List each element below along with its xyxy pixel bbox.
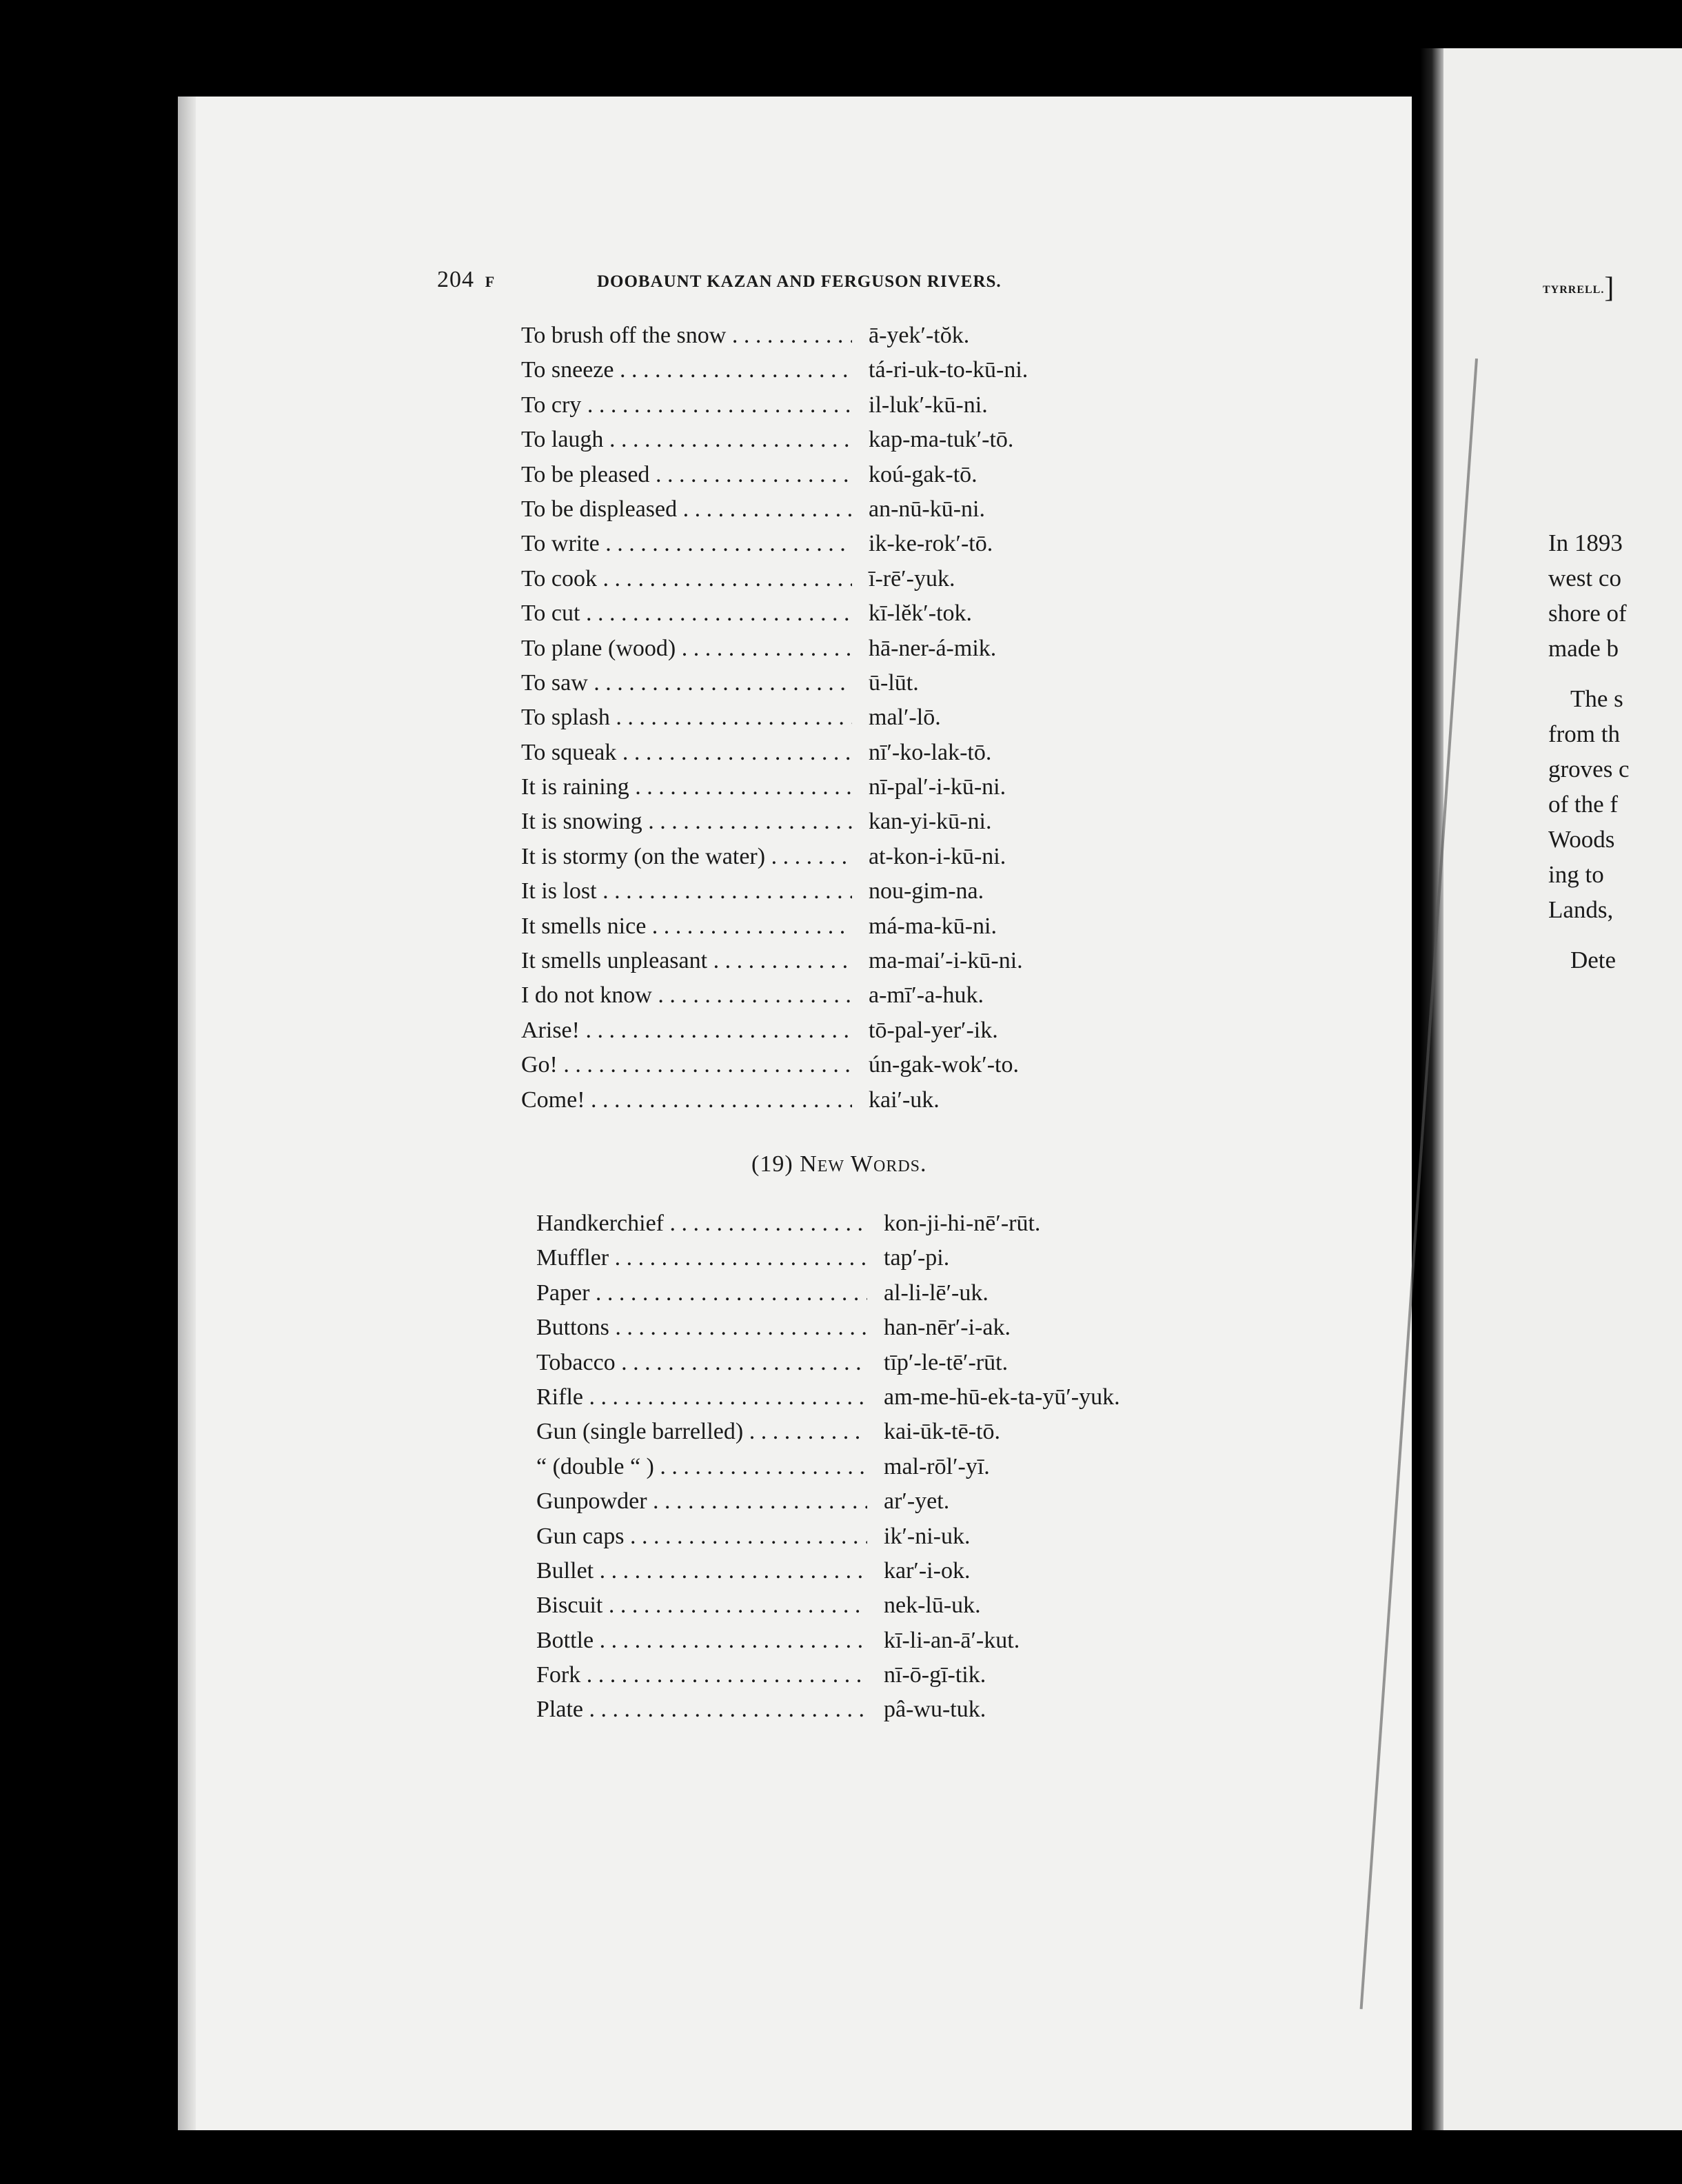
vocab-entry <box>536 1588 1198 1623</box>
vocab-entry <box>536 1484 1198 1519</box>
text-line: Woods <box>1548 826 1615 853</box>
vocab-entry <box>536 1276 1198 1311</box>
inuit-gloss: ū-lūt. <box>866 666 919 700</box>
vocab-entry <box>521 770 1183 805</box>
english-term: To cook . . . <box>521 562 852 596</box>
text-line: of the f <box>1548 791 1619 818</box>
vocab-entry <box>521 458 1183 492</box>
english-term: Muffler . . . <box>536 1241 867 1275</box>
vocab-entry <box>536 1450 1198 1484</box>
inuit-gloss: kon-ji-hi-nē′-rūt. <box>881 1206 1040 1241</box>
inuit-gloss: nek-lū-uk. <box>881 1588 981 1623</box>
vocab-entry <box>536 1380 1198 1415</box>
vocab-entry <box>521 700 1183 735</box>
english-term: Bullet . . . <box>536 1554 867 1588</box>
running-head <box>437 267 1078 293</box>
english-term: Paper . . . <box>536 1276 867 1311</box>
english-term: Fork . . . <box>536 1658 867 1692</box>
inuit-gloss: il-luk′-kū-ni. <box>866 388 988 423</box>
inuit-gloss: kī-lĕk′-tok. <box>866 596 972 631</box>
inuit-gloss: ma-mai′-i-kū-ni. <box>866 944 1023 978</box>
inuit-gloss: tá-ri-uk-to-kū-ni. <box>866 353 1028 387</box>
new-words-list <box>536 1206 1198 1728</box>
inuit-gloss: kī-li-an-ā′-kut. <box>881 1624 1020 1658</box>
english-term: Come! . . . <box>521 1083 852 1118</box>
vocab-entry <box>521 978 1183 1013</box>
inuit-gloss: am-me-hū-ek-ta-yū′-yuk. <box>881 1380 1120 1415</box>
english-term: It is snowing . . . <box>521 805 852 839</box>
bracket: ] <box>1604 272 1615 304</box>
vocab-entry <box>536 1206 1198 1241</box>
inuit-gloss: pâ-wu-tuk. <box>881 1692 986 1727</box>
vocab-entry <box>521 631 1183 666</box>
vocab-entry <box>521 423 1183 457</box>
inuit-gloss: ik-ke-rok′-tō. <box>866 527 993 561</box>
english-term: Arise! . . . <box>521 1013 852 1048</box>
english-term: To plane (wood) . . . <box>521 631 852 666</box>
running-title: DOOBAUNT KAZAN AND FERGUSON RIVERS. <box>596 272 1002 291</box>
text-line: Lands, <box>1548 896 1614 923</box>
english-term: I do not know . . . <box>521 978 852 1013</box>
english-term: To be pleased . . . <box>521 458 852 492</box>
author-name: TYRRELL. <box>1543 284 1605 296</box>
english-term: To be displeased . . . <box>521 492 852 527</box>
vocab-entry <box>536 1519 1198 1554</box>
inuit-gloss: kap-ma-tuk′-tō. <box>866 423 1013 457</box>
inuit-gloss: ik′-ni-uk. <box>881 1519 970 1554</box>
page-edge-shadow <box>178 97 196 2130</box>
english-term: Go! . . . <box>521 1048 852 1082</box>
english-term: It is lost . . . <box>521 874 852 909</box>
vocab-entry <box>521 736 1183 770</box>
english-term: To laugh . . . <box>521 423 852 457</box>
page-number: 204 <box>437 267 474 292</box>
vocab-entry <box>536 1658 1198 1692</box>
inuit-gloss: mal-rōl′-yī. <box>881 1450 990 1484</box>
vocab-entry <box>536 1554 1198 1588</box>
section-heading <box>751 1151 927 1177</box>
inuit-gloss: ún-gak-wok′-to. <box>866 1048 1019 1082</box>
inuit-gloss: nī-pal′-i-kū-ni. <box>866 770 1006 805</box>
english-term: To sneeze . . . <box>521 353 852 387</box>
vocab-entry <box>521 1048 1183 1082</box>
english-term: To cry . . . <box>521 388 852 423</box>
english-term: To saw . . . <box>521 666 852 700</box>
english-term: Gun caps . . . <box>536 1519 867 1554</box>
english-term: To squeak . . . <box>521 736 852 770</box>
english-term: Tobacco . . . <box>536 1346 867 1380</box>
inuit-gloss: nou-gim-na. <box>866 874 984 909</box>
inuit-gloss: tap′-pi. <box>881 1241 949 1275</box>
text-line: from th <box>1548 720 1621 747</box>
inuit-gloss: ī-rē′-yuk. <box>866 562 955 596</box>
right-page <box>1420 48 1682 2130</box>
vocab-entry <box>536 1311 1198 1345</box>
english-term: Rifle . . . <box>536 1380 867 1415</box>
inuit-gloss: má-ma-kū-ni. <box>866 909 997 944</box>
english-term: Bottle . . . <box>536 1624 867 1658</box>
inuit-gloss: han-nēr′-i-ak. <box>881 1311 1011 1345</box>
inuit-gloss: mal′-lō. <box>866 700 941 735</box>
text-line: made b <box>1548 635 1619 662</box>
text-line: In 1893 <box>1548 529 1623 556</box>
english-term: It smells nice . . . <box>521 909 852 944</box>
vocab-entry <box>521 492 1183 527</box>
english-term: To write . . . <box>521 527 852 561</box>
english-term: To cut . . . <box>521 596 852 631</box>
vocab-entry <box>521 562 1183 596</box>
vocab-entry <box>521 909 1183 944</box>
inuit-gloss: nī′-ko-lak-tō. <box>866 736 991 770</box>
vocab-entry <box>521 353 1183 387</box>
vocab-entry <box>521 318 1183 353</box>
english-term: It smells unpleasant . . . <box>521 944 852 978</box>
english-term: Gun (single barrelled) . . . <box>536 1415 867 1449</box>
inuit-gloss: nī-ō-gī-tik. <box>881 1658 986 1692</box>
english-term: Gunpowder . . . <box>536 1484 867 1519</box>
english-term: It is raining . . . <box>521 770 852 805</box>
inuit-gloss: koú-gak-tō. <box>866 458 977 492</box>
right-page-text <box>1548 525 1682 978</box>
text-line: west co <box>1548 565 1621 592</box>
text-line: groves c <box>1548 756 1630 782</box>
inuit-gloss: an-nū-kū-ni. <box>866 492 985 527</box>
vocab-entry <box>536 1624 1198 1658</box>
vocab-entry <box>521 874 1183 909</box>
vocab-entry <box>521 527 1183 561</box>
inuit-gloss: hā-ner-á-mik. <box>866 631 996 666</box>
vocab-entry <box>536 1346 1198 1380</box>
inuit-gloss: tīp′-le-tē′-rūt. <box>881 1346 1008 1380</box>
inuit-gloss: tō-pal-yer′-ik. <box>866 1013 998 1048</box>
inuit-gloss: ar′-yet. <box>881 1484 949 1519</box>
section-title: New Words. <box>800 1151 927 1177</box>
vocab-entry <box>536 1241 1198 1275</box>
vocab-entry <box>521 596 1183 631</box>
english-term: Handkerchief . . . <box>536 1206 867 1241</box>
vocab-entry <box>521 1013 1183 1048</box>
english-term: “ (double “ ) . . . <box>536 1450 867 1484</box>
english-term: It is stormy (on the water) . . . <box>521 840 852 874</box>
vocab-entry <box>521 666 1183 700</box>
inuit-gloss: a-mī′-a-huk. <box>866 978 984 1013</box>
english-term: To splash . . . <box>521 700 852 735</box>
english-term: Biscuit . . . <box>536 1588 867 1623</box>
english-term: To brush off the snow . . . <box>521 318 852 353</box>
english-term: Buttons . . . <box>536 1311 867 1345</box>
vocabulary-list <box>521 318 1183 1118</box>
text-line: Dete <box>1570 947 1617 973</box>
vocab-entry <box>521 805 1183 839</box>
text-line: ing to <box>1548 861 1604 888</box>
inuit-gloss: kar′-i-ok. <box>881 1554 970 1588</box>
inuit-gloss: ā-yek′-tŏk. <box>866 318 969 353</box>
inuit-gloss: al-li-lē′-uk. <box>881 1276 989 1311</box>
english-term: Plate . . . <box>536 1692 867 1727</box>
section-number: (19) <box>751 1151 793 1177</box>
vocab-entry <box>521 388 1183 423</box>
inuit-gloss: at-kon-i-kū-ni. <box>866 840 1006 874</box>
vocab-entry <box>521 944 1183 978</box>
inuit-gloss: kai-ūk-tē-tō. <box>881 1415 1000 1449</box>
text-line: The s <box>1570 685 1623 712</box>
vocab-entry <box>521 840 1183 874</box>
vocab-entry <box>521 1083 1183 1118</box>
inuit-gloss: kan-yi-kū-ni. <box>866 805 991 839</box>
vocab-entry <box>536 1415 1198 1449</box>
vocab-entry <box>536 1692 1198 1727</box>
text-line: shore of <box>1548 600 1627 627</box>
right-running-head <box>1543 267 1615 304</box>
inuit-gloss: kai′-uk. <box>866 1083 940 1118</box>
page-letter: F <box>485 273 496 290</box>
